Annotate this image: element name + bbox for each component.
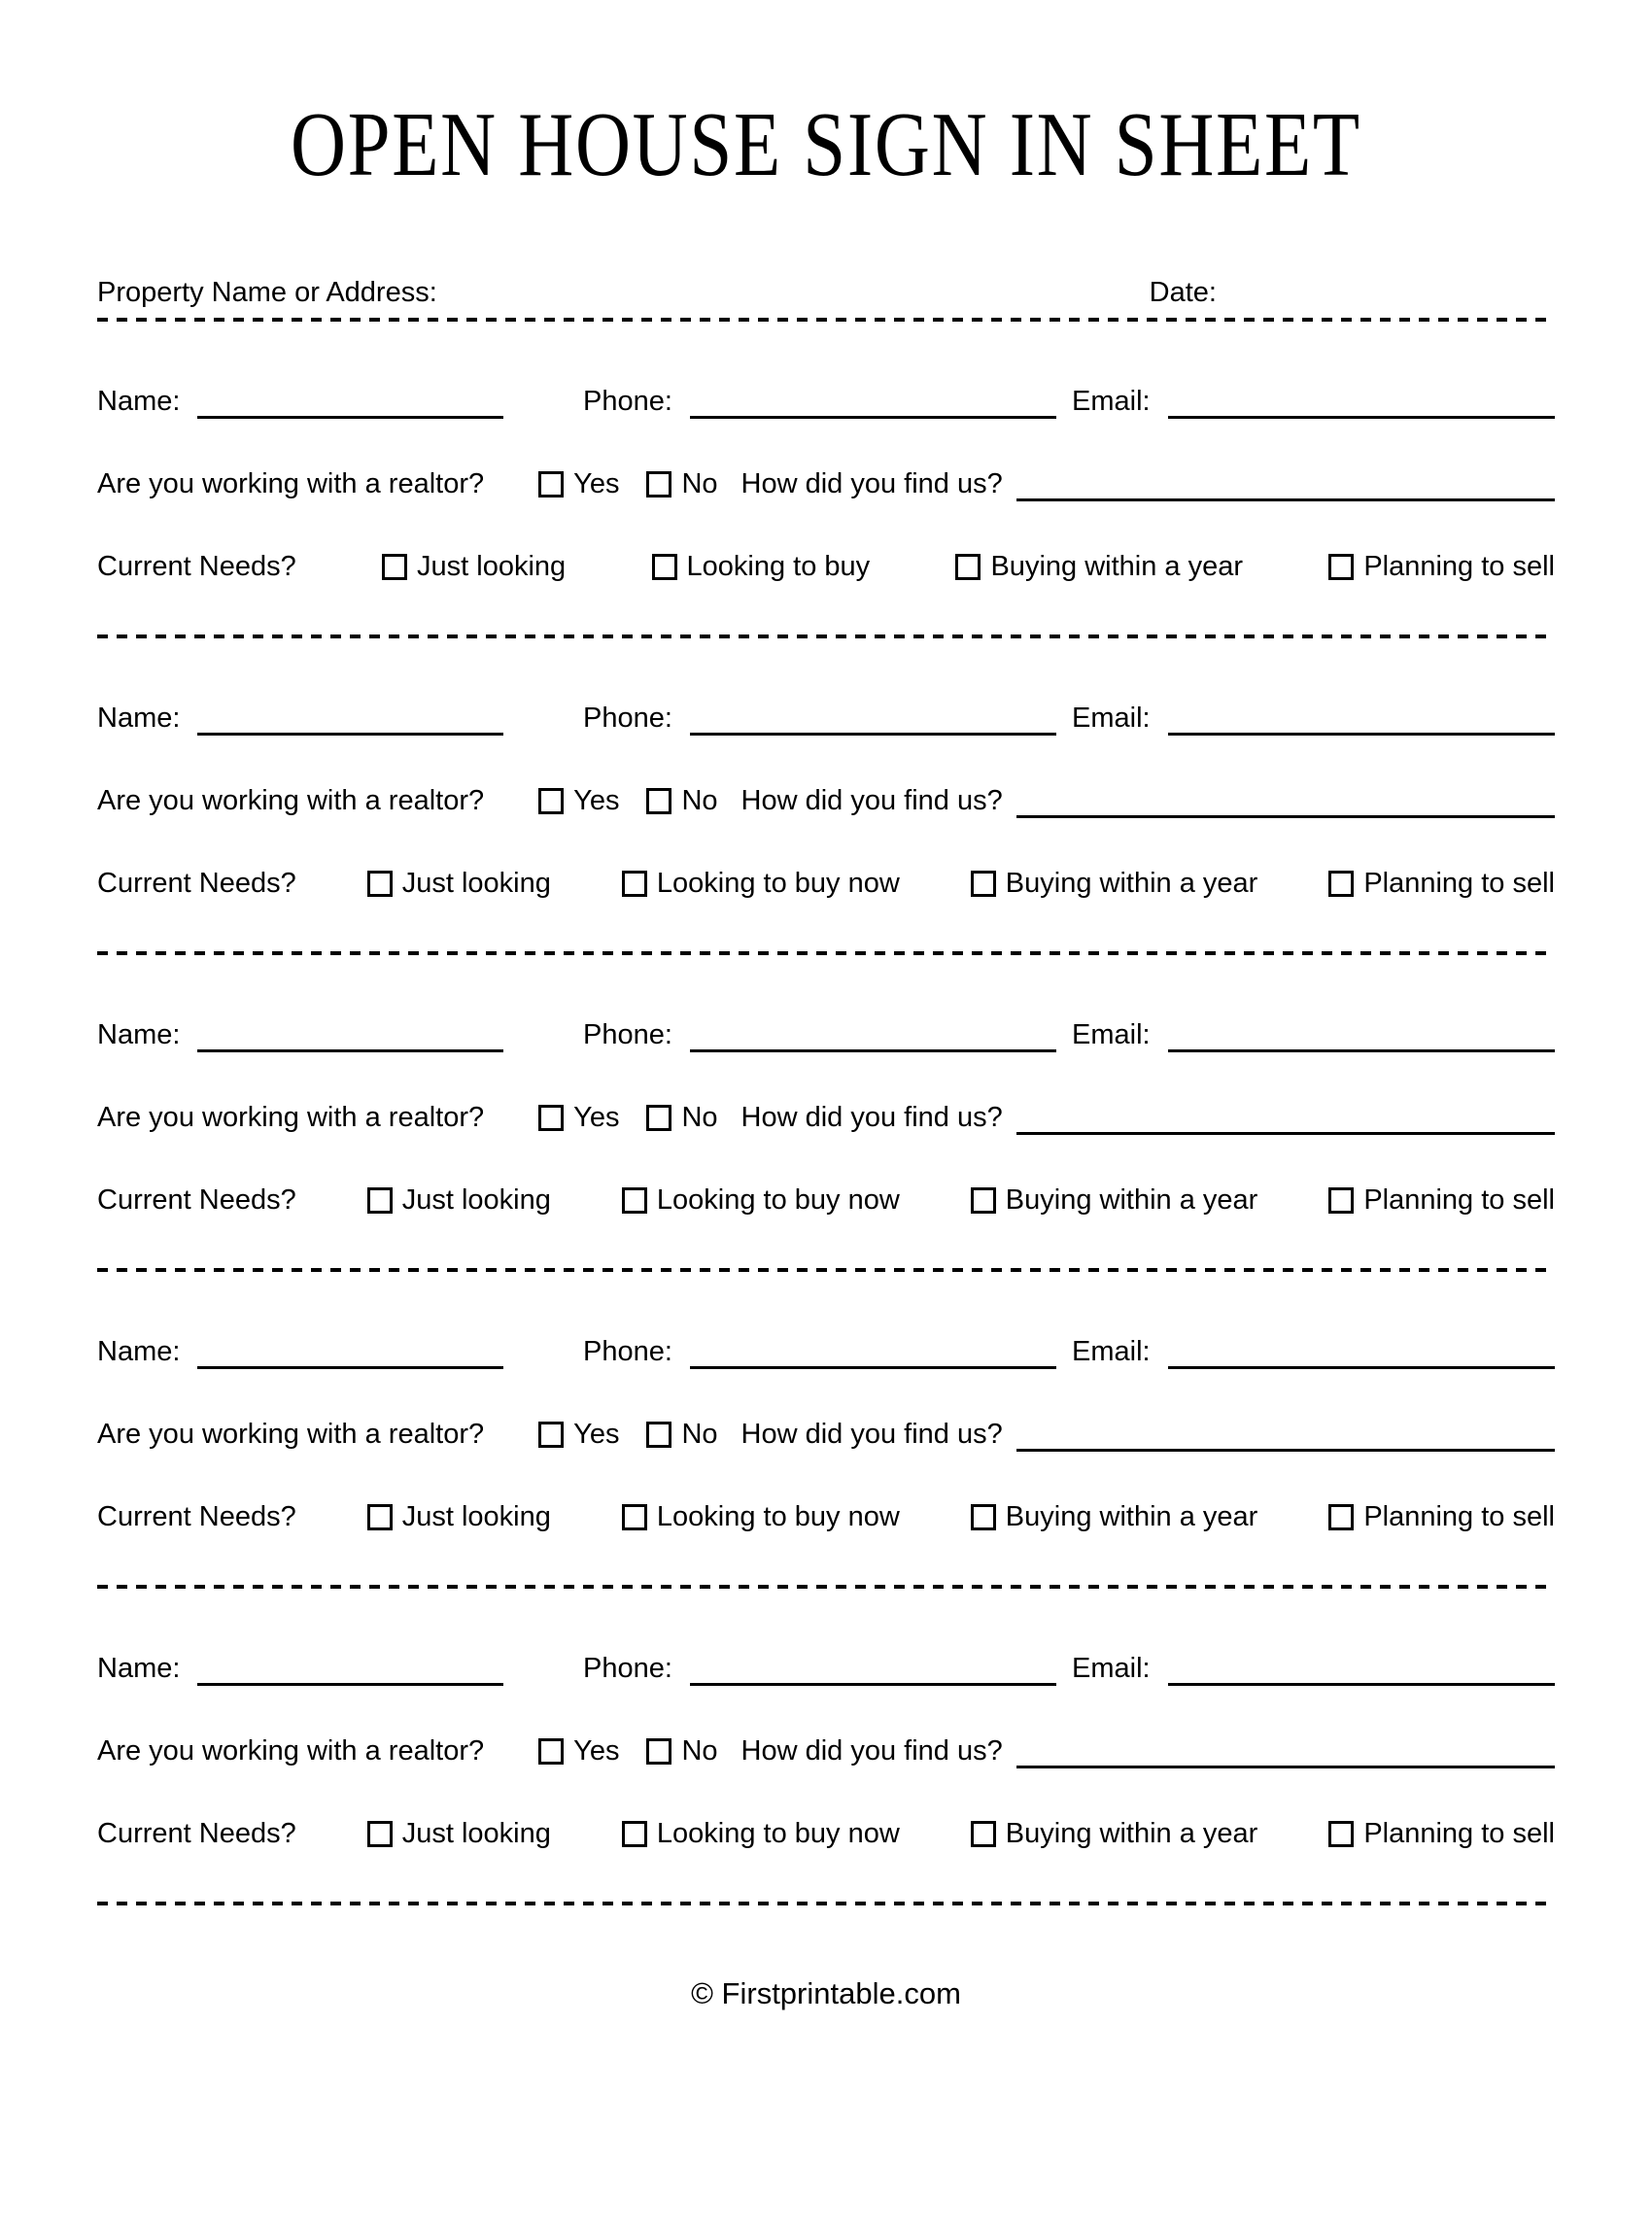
name-phone-email-row (97, 701, 1555, 736)
email-label: Email: (1072, 1019, 1151, 1050)
entry-separator-line (97, 1268, 1555, 1272)
current-needs-row (97, 866, 1555, 901)
looking-to-buy-checkbox[interactable] (622, 1504, 647, 1530)
current-needs-row (97, 1499, 1555, 1534)
email-label: Email: (1072, 703, 1151, 734)
buying-within-year-checkbox[interactable] (971, 871, 996, 897)
buying-within-year-checkbox[interactable] (955, 554, 981, 580)
name-input-line[interactable] (197, 416, 503, 419)
find-us-input-line[interactable] (1016, 1449, 1555, 1452)
looking-to-buy-checkbox[interactable] (622, 1187, 647, 1214)
entry-separator-line (97, 951, 1555, 955)
needs-label: Current Needs? (97, 868, 296, 899)
realtor-row (97, 1100, 1555, 1135)
current-needs-row (97, 1816, 1555, 1851)
planning-to-sell-label: Planning to sell (1363, 1818, 1555, 1849)
email-label: Email: (1072, 386, 1151, 417)
name-label: Name: (97, 703, 181, 734)
email-input-line[interactable] (1168, 1366, 1555, 1369)
sign-in-entry (97, 1334, 1555, 1589)
property-label: Property Name or Address: (97, 277, 437, 308)
phone-input-line[interactable] (690, 1366, 1056, 1369)
just-looking-label: Just looking (401, 1184, 551, 1216)
find-us-input-line[interactable] (1016, 1132, 1555, 1135)
phone-label: Phone: (583, 386, 672, 417)
name-input-line[interactable] (197, 1366, 503, 1369)
name-phone-email-row (97, 1017, 1555, 1052)
realtor-question-label: Are you working with a realtor? (97, 1735, 485, 1767)
find-us-input-line[interactable] (1016, 498, 1555, 501)
needs-label: Current Needs? (97, 1184, 296, 1216)
phone-input-line[interactable] (690, 416, 1056, 419)
no-checkbox[interactable] (646, 788, 671, 814)
just-looking-checkbox[interactable] (367, 1187, 393, 1214)
planning-to-sell-label: Planning to sell (1363, 1184, 1555, 1216)
find-us-label: How did you find us? (740, 1102, 1003, 1133)
property-date-row (97, 275, 1555, 310)
realtor-row (97, 466, 1555, 501)
name-input-line[interactable] (197, 1049, 503, 1052)
find-us-input-line[interactable] (1016, 1766, 1555, 1768)
yes-label: Yes (573, 1735, 620, 1767)
name-label: Name: (97, 1336, 181, 1367)
find-us-label: How did you find us? (740, 1735, 1003, 1767)
email-label: Email: (1072, 1336, 1151, 1367)
yes-checkbox[interactable] (538, 471, 564, 497)
email-label: Email: (1072, 1653, 1151, 1684)
phone-label: Phone: (583, 1019, 672, 1050)
document-page (0, 92, 1652, 2230)
find-us-label: How did you find us? (740, 785, 1003, 816)
looking-to-buy-label: Looking to buy (686, 551, 871, 582)
name-phone-email-row (97, 1651, 1555, 1686)
planning-to-sell-checkbox[interactable] (1328, 1821, 1354, 1847)
name-label: Name: (97, 386, 181, 417)
current-needs-row (97, 1183, 1555, 1218)
buying-within-year-checkbox[interactable] (971, 1821, 996, 1847)
no-checkbox[interactable] (646, 1738, 671, 1765)
no-label: No (681, 1419, 718, 1450)
page-title (97, 92, 1555, 197)
no-label: No (681, 1102, 718, 1133)
phone-input-line[interactable] (690, 1049, 1056, 1052)
needs-label: Current Needs? (97, 1818, 296, 1849)
looking-to-buy-label: Looking to buy now (656, 868, 900, 899)
yes-checkbox[interactable] (538, 1738, 564, 1765)
yes-checkbox[interactable] (538, 1105, 564, 1131)
email-input-line[interactable] (1168, 1049, 1555, 1052)
planning-to-sell-checkbox[interactable] (1328, 554, 1354, 580)
needs-label: Current Needs? (97, 1501, 296, 1532)
sign-in-entry (97, 384, 1555, 638)
looking-to-buy-label: Looking to buy now (656, 1184, 900, 1216)
no-checkbox[interactable] (646, 1422, 671, 1448)
looking-to-buy-checkbox[interactable] (622, 1821, 647, 1847)
name-phone-email-row (97, 1334, 1555, 1369)
property-date-input-line[interactable] (97, 318, 1555, 322)
entry-separator-line (97, 635, 1555, 638)
planning-to-sell-checkbox[interactable] (1328, 1187, 1354, 1214)
sign-in-entry (97, 1017, 1555, 1272)
realtor-row (97, 1417, 1555, 1452)
just-looking-label: Just looking (401, 868, 551, 899)
entries (97, 384, 1555, 1905)
date-label: Date: (1149, 277, 1217, 308)
looking-to-buy-label: Looking to buy now (656, 1818, 900, 1849)
just-looking-label: Just looking (401, 1501, 551, 1532)
yes-label: Yes (573, 1419, 620, 1450)
realtor-row (97, 1733, 1555, 1768)
yes-label: Yes (573, 1102, 620, 1133)
looking-to-buy-label: Looking to buy now (656, 1501, 900, 1532)
planning-to-sell-label: Planning to sell (1363, 551, 1555, 582)
planning-to-sell-label: Planning to sell (1363, 868, 1555, 899)
realtor-question-label: Are you working with a realtor? (97, 785, 485, 816)
name-input-line[interactable] (197, 1683, 503, 1686)
no-label: No (681, 785, 718, 816)
yes-label: Yes (573, 468, 620, 499)
name-phone-email-row (97, 384, 1555, 419)
realtor-question-label: Are you working with a realtor? (97, 1419, 485, 1450)
buying-within-year-label: Buying within a year (1005, 1184, 1258, 1216)
yes-checkbox[interactable] (538, 1422, 564, 1448)
sign-in-entry (97, 1651, 1555, 1905)
realtor-question-label: Are you working with a realtor? (97, 1102, 485, 1133)
name-label: Name: (97, 1019, 181, 1050)
just-looking-checkbox[interactable] (367, 1504, 393, 1530)
planning-to-sell-checkbox[interactable] (1328, 871, 1354, 897)
phone-label: Phone: (583, 703, 672, 734)
no-label: No (681, 468, 718, 499)
planning-to-sell-checkbox[interactable] (1328, 1504, 1354, 1530)
find-us-label: How did you find us? (740, 1419, 1003, 1450)
find-us-label: How did you find us? (740, 468, 1003, 499)
buying-within-year-label: Buying within a year (1005, 1818, 1258, 1849)
buying-within-year-label: Buying within a year (990, 551, 1243, 582)
name-label: Name: (97, 1653, 181, 1684)
needs-label: Current Needs? (97, 551, 296, 582)
realtor-row (97, 783, 1555, 818)
phone-label: Phone: (583, 1336, 672, 1367)
no-checkbox[interactable] (646, 471, 671, 497)
just-looking-checkbox[interactable] (382, 554, 407, 580)
realtor-question-label: Are you working with a realtor? (97, 468, 485, 499)
just-looking-checkbox[interactable] (367, 871, 393, 897)
page-title-text: OPEN HOUSE SIGN IN SHEET (291, 94, 1361, 195)
email-input-line[interactable] (1168, 733, 1555, 736)
email-input-line[interactable] (1168, 416, 1555, 419)
email-input-line[interactable] (1168, 1683, 1555, 1686)
sign-in-entry (97, 701, 1555, 955)
buying-within-year-label: Buying within a year (1005, 1501, 1258, 1532)
looking-to-buy-checkbox[interactable] (622, 871, 647, 897)
buying-within-year-label: Buying within a year (1005, 868, 1258, 899)
yes-checkbox[interactable] (538, 788, 564, 814)
phone-input-line[interactable] (690, 733, 1056, 736)
name-input-line[interactable] (197, 733, 503, 736)
current-needs-row (97, 549, 1555, 584)
entry-separator-line (97, 1585, 1555, 1589)
find-us-input-line[interactable] (1016, 815, 1555, 818)
just-looking-label: Just looking (417, 551, 567, 582)
no-checkbox[interactable] (646, 1105, 671, 1131)
just-looking-checkbox[interactable] (367, 1821, 393, 1847)
buying-within-year-checkbox[interactable] (971, 1504, 996, 1530)
no-label: No (681, 1735, 718, 1767)
looking-to-buy-checkbox[interactable] (652, 554, 677, 580)
planning-to-sell-label: Planning to sell (1363, 1501, 1555, 1532)
phone-input-line[interactable] (690, 1683, 1056, 1686)
phone-label: Phone: (583, 1653, 672, 1684)
yes-label: Yes (573, 785, 620, 816)
entry-separator-line (97, 1902, 1555, 1905)
just-looking-label: Just looking (401, 1818, 551, 1849)
footer-credit: © Firstprintable.com (691, 1976, 961, 2010)
buying-within-year-checkbox[interactable] (971, 1187, 996, 1214)
